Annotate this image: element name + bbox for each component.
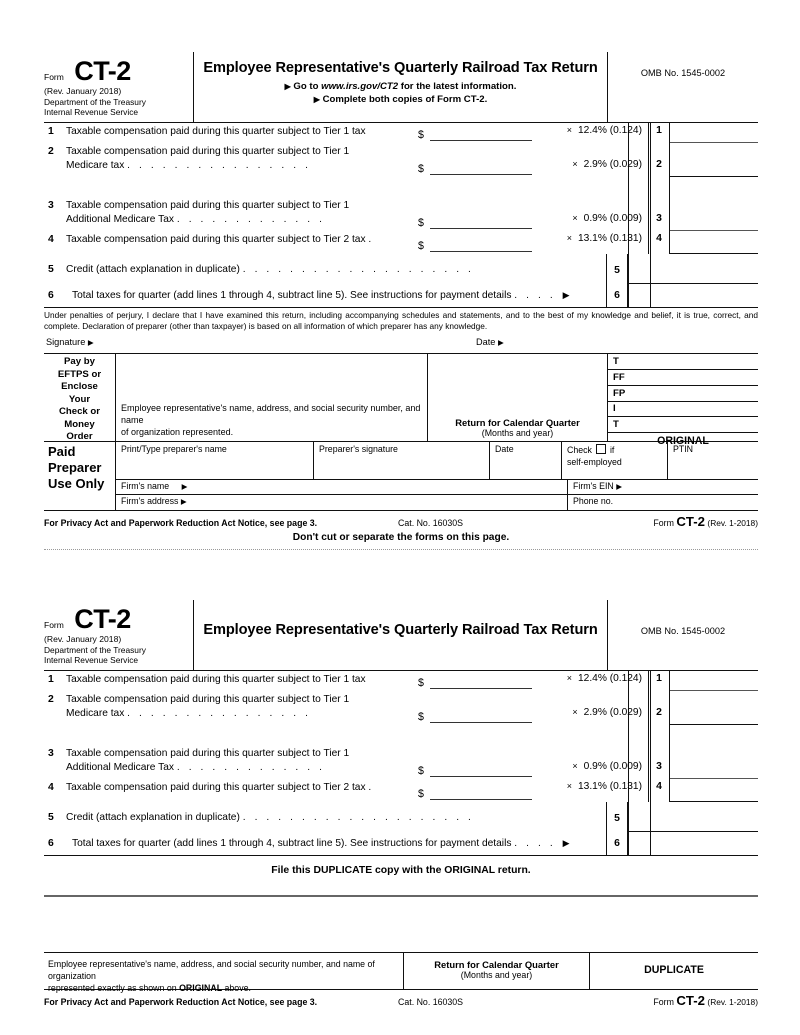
footer-form-label: Form bbox=[653, 518, 674, 529]
spacer-cell bbox=[648, 177, 670, 197]
dollar-sign: $ bbox=[418, 787, 424, 800]
phone-label: Phone no. bbox=[573, 496, 614, 507]
firm-address-field[interactable] bbox=[116, 495, 568, 510]
date-label bbox=[476, 337, 504, 347]
duplicate-footer-block bbox=[44, 952, 758, 1008]
check-suffix: if bbox=[609, 445, 615, 456]
line-amount-input-3[interactable] bbox=[418, 197, 542, 231]
calendar-quarter-label bbox=[428, 417, 607, 438]
line-number: 1 bbox=[48, 673, 54, 685]
rate-value: 0.9% (0.009) bbox=[583, 212, 642, 224]
line-row-5 bbox=[44, 802, 758, 832]
line-description-text: Medicare tax bbox=[66, 160, 125, 172]
line-row-2 bbox=[44, 691, 758, 725]
arrow-icon: ▶ bbox=[87, 338, 94, 348]
line-description bbox=[66, 197, 418, 231]
line-result-field-2[interactable] bbox=[670, 143, 758, 177]
page-title: Employee Representative's Quarterly Railroad Tax Return bbox=[203, 60, 598, 76]
line-description-part1: Taxable compensation paid during this quarter subject to Tier 1 bbox=[66, 199, 350, 211]
line-description bbox=[66, 691, 418, 725]
duplicate-notice-wrap bbox=[44, 855, 758, 876]
pay-by-line: Check or bbox=[58, 406, 101, 418]
line-row-6 bbox=[44, 284, 758, 307]
pay-by-line: Your bbox=[68, 393, 91, 405]
line-description-part1: Taxable compensation paid during this quarter subject to Tier 1 bbox=[66, 747, 350, 759]
line-description-text: Taxable compensation paid during this quarter subject to Tier 2 tax bbox=[66, 233, 366, 245]
line-description-part2 bbox=[66, 761, 418, 775]
dot-leader: . . . . . . . . . . . . . . . . bbox=[127, 160, 312, 172]
perjury-statement: Under penalties of perjury, I declare that I have examined this return, including accompanying schedules and statements, and to the best of my knowledge and belief, it is true, correct, and complete. Declaration of preparer (other than taxpayer) is based on all information of which preparer has any knowledge. bbox=[44, 309, 758, 331]
spacer-cell bbox=[418, 177, 542, 197]
line-box-number: 5 bbox=[606, 802, 628, 832]
line-rate bbox=[542, 143, 648, 177]
spacer-cell bbox=[648, 725, 670, 745]
line-number: 6 bbox=[48, 289, 54, 301]
form-duplicate bbox=[44, 600, 758, 876]
firm-ein-field[interactable] bbox=[568, 480, 758, 494]
privacy-notice: For Privacy Act and Paperwork Reduction Act Notice, see page 3. bbox=[44, 518, 318, 529]
perjury-section bbox=[44, 307, 758, 336]
calendar-quarter-field[interactable] bbox=[428, 354, 608, 441]
line-result-field-5[interactable] bbox=[628, 254, 758, 284]
line-result-field-6[interactable] bbox=[628, 832, 758, 855]
form-revision: (Rev. January 2018) bbox=[44, 86, 122, 96]
dollar-sign: $ bbox=[418, 162, 424, 175]
dollar-sign: $ bbox=[418, 676, 424, 689]
footer-original bbox=[44, 510, 758, 529]
line-box-number: 3 bbox=[648, 745, 670, 779]
line-description-text: Additional Medicare Tax bbox=[66, 762, 174, 774]
duplicate-badge-cell bbox=[590, 953, 758, 989]
line-description: Taxable compensation paid during this quarter subject to Tier 1 tax bbox=[66, 673, 366, 685]
line-amount-input-1[interactable] bbox=[418, 671, 542, 691]
dup-rep-suffix: above. bbox=[222, 982, 251, 993]
line-rate bbox=[542, 691, 648, 725]
self-employed-text: self-employed bbox=[567, 457, 622, 468]
dot-leader: . . . . . . . . . . . . . . . . . . . . bbox=[242, 811, 474, 823]
preparer-date-label: Date bbox=[495, 444, 514, 455]
pay-by-line: Order bbox=[66, 431, 93, 442]
paid-preparer-line: Paid bbox=[48, 444, 76, 460]
duplicate-quarter-field[interactable] bbox=[404, 953, 590, 989]
omb-block bbox=[608, 600, 758, 670]
line-number: 2 bbox=[48, 145, 54, 157]
duplicate-rep-info-field[interactable] bbox=[44, 953, 404, 993]
line-box-number: 2 bbox=[648, 691, 670, 725]
dot-leader: . . . . bbox=[514, 837, 556, 849]
paid-preparer-line: Preparer bbox=[48, 460, 102, 476]
line-rate bbox=[542, 779, 648, 802]
code-row-i[interactable]: I bbox=[608, 402, 758, 418]
line-result-field-1[interactable] bbox=[670, 671, 758, 691]
preparer-date-field[interactable] bbox=[490, 442, 562, 479]
line-description bbox=[66, 254, 606, 284]
pay-by-line: Money bbox=[64, 418, 95, 430]
dollar-sign: $ bbox=[418, 710, 424, 723]
form-title-block bbox=[194, 600, 608, 670]
line-amount-input-3[interactable] bbox=[418, 745, 542, 779]
spacer-cell bbox=[66, 725, 418, 745]
dollar-sign: $ bbox=[418, 128, 424, 141]
signature-label-text: Signature bbox=[46, 337, 86, 348]
dup-rep-line-2 bbox=[48, 983, 397, 995]
dollar-sign: $ bbox=[418, 239, 424, 252]
line-result-field-1[interactable] bbox=[670, 123, 758, 143]
line-row-4 bbox=[44, 231, 758, 254]
form-number-title: CT-2 bbox=[74, 56, 131, 86]
line-row-1 bbox=[44, 123, 758, 143]
arrow-icon: ▶ bbox=[180, 497, 187, 507]
omb-block bbox=[608, 52, 758, 122]
line-box-number: 1 bbox=[648, 671, 670, 691]
spacer-cell bbox=[542, 725, 648, 745]
quarter-subtitle: (Months and year) bbox=[481, 428, 554, 439]
dot-leader: . . . . . . . . . . . . . . . . . . . . bbox=[242, 263, 474, 275]
cut-line-separator bbox=[44, 549, 758, 550]
write-in-line bbox=[430, 688, 532, 689]
paid-preparer-fields bbox=[116, 442, 758, 510]
multiply-icon: × bbox=[572, 212, 578, 223]
line-description bbox=[66, 745, 418, 779]
write-in-line bbox=[430, 140, 532, 141]
line-description: Taxable compensation paid during this quarter subject to Tier 1 tax bbox=[66, 125, 366, 137]
date-label-text: Date bbox=[476, 337, 496, 348]
line-row-3 bbox=[44, 197, 758, 231]
form-label: Form bbox=[44, 620, 64, 630]
footer-form-label: Form bbox=[653, 997, 674, 1007]
line-box-number: 4 bbox=[648, 779, 670, 802]
form-header-duplicate bbox=[44, 600, 758, 671]
rate-value: 12.4% (0.124) bbox=[578, 124, 642, 136]
form-title-block bbox=[194, 52, 608, 122]
dot-leader: . bbox=[368, 781, 375, 793]
line-row-4 bbox=[44, 779, 758, 802]
firm-name-text: Firm's name bbox=[121, 481, 170, 492]
line-rate bbox=[542, 197, 648, 231]
paid-preparer-line: Use Only bbox=[48, 475, 105, 491]
firm-name-label bbox=[121, 481, 187, 491]
goto-suffix: for the latest information. bbox=[400, 81, 517, 92]
rate-value: 13.1% (0.131) bbox=[578, 232, 642, 244]
preparer-name-label: Print/Type preparer's name bbox=[121, 444, 227, 455]
footer-form-number: CT-2 bbox=[676, 993, 705, 1008]
duplicate-quarter-label bbox=[404, 959, 589, 980]
arrow-icon: ▶ bbox=[497, 338, 504, 348]
goto-prefix: Go to bbox=[293, 81, 319, 92]
signature-row bbox=[44, 336, 758, 353]
complete-both-text: Complete both copies of Form CT-2. bbox=[322, 94, 488, 105]
multiply-icon: × bbox=[572, 760, 578, 771]
rate-value: 2.9% (0.029) bbox=[583, 706, 642, 718]
firm-ein-label bbox=[573, 481, 622, 491]
arrow-icon: ▶ bbox=[562, 837, 570, 848]
line-box-number: 1 bbox=[648, 123, 670, 143]
arrow-icon: ▶ bbox=[616, 482, 623, 492]
line-number: 3 bbox=[48, 747, 54, 759]
check-prefix: Check bbox=[567, 445, 592, 456]
write-in-line bbox=[430, 251, 532, 252]
line-result-field-3[interactable] bbox=[670, 197, 758, 231]
line-box-number: 3 bbox=[648, 197, 670, 231]
firm-address-label bbox=[121, 496, 187, 506]
code-row-fp[interactable]: FP bbox=[608, 386, 758, 402]
line-description-text: Credit (attach explanation in duplicate) bbox=[66, 263, 240, 275]
rep-info-line-2: of organization represented. bbox=[121, 426, 234, 437]
rate-value: 13.1% (0.131) bbox=[578, 780, 642, 792]
duplicate-rep-info-label bbox=[48, 959, 397, 995]
dot-leader: . . . . . . . . . . . . . bbox=[176, 214, 326, 226]
footer-form-number: CT-2 bbox=[676, 514, 705, 530]
dup-rep-original-word: ORIGINAL bbox=[179, 982, 223, 993]
form-number-title: CT-2 bbox=[74, 604, 131, 634]
spacer-cell bbox=[418, 725, 542, 745]
rate-value: 0.9% (0.009) bbox=[583, 760, 642, 772]
line-description bbox=[66, 143, 418, 177]
footer-form-revision: (Rev. 1-2018) bbox=[707, 518, 758, 529]
line-items-section-duplicate bbox=[44, 671, 758, 855]
line-amount-input-1[interactable] bbox=[418, 123, 542, 143]
form-header-original bbox=[44, 52, 758, 123]
spacer-cell bbox=[670, 177, 758, 197]
line-items-section bbox=[44, 123, 758, 307]
firm-address-text: Firm's address bbox=[121, 496, 179, 507]
spacer-cell bbox=[66, 177, 418, 197]
rate-value: 12.4% (0.124) bbox=[578, 672, 642, 684]
line-description-text: Total taxes for quarter (add lines 1 through 4, subtract line 5). See instructions for payment details bbox=[72, 837, 512, 849]
line-description-text: Taxable compensation paid during this quarter subject to Tier 2 tax bbox=[66, 781, 366, 793]
quarter-title: Return for Calendar Quarter bbox=[455, 417, 580, 429]
dollar-sign: $ bbox=[418, 216, 424, 229]
multiply-icon: × bbox=[566, 232, 572, 243]
dont-cut-notice: Don't cut or separate the forms on this page. bbox=[292, 532, 510, 544]
line-number: 3 bbox=[48, 199, 54, 211]
dot-leader: . . . . bbox=[514, 289, 556, 301]
line-amount-input-2[interactable] bbox=[418, 143, 542, 177]
code-row-ff[interactable]: FF bbox=[608, 370, 758, 386]
spacer-cell bbox=[670, 725, 758, 745]
ptin-field[interactable] bbox=[668, 442, 758, 479]
preparer-signature-label: Preparer's signature bbox=[319, 444, 398, 455]
arrow-icon: ▶ bbox=[562, 289, 570, 300]
checkbox-icon[interactable] bbox=[596, 444, 606, 454]
line-description-part2 bbox=[66, 707, 418, 721]
multiply-icon: × bbox=[566, 780, 572, 791]
line-amount-input-2[interactable] bbox=[418, 691, 542, 725]
line-result-field-5[interactable] bbox=[628, 802, 758, 832]
preparer-row-1 bbox=[116, 442, 758, 480]
department-line-2: Internal Revenue Service bbox=[44, 106, 139, 117]
line-result-field-6[interactable] bbox=[628, 284, 758, 307]
dot-leader: . . . . . . . . . . . . . bbox=[176, 762, 326, 774]
pay-by-line: EFTPS or bbox=[57, 368, 102, 380]
line-rate bbox=[542, 123, 648, 143]
irs-code-boxes bbox=[608, 354, 758, 448]
line-number: 5 bbox=[48, 263, 54, 275]
line-description bbox=[66, 802, 606, 832]
line-description-text: Credit (attach explanation in duplicate) bbox=[66, 811, 240, 823]
form-identity-block bbox=[44, 52, 194, 122]
rate-value: 2.9% (0.029) bbox=[583, 158, 642, 170]
line-description-part1: Taxable compensation paid during this quarter subject to Tier 1 bbox=[66, 145, 350, 157]
preparer-row-2 bbox=[116, 480, 758, 495]
file-duplicate-notice: File this DUPLICATE copy with the ORIGINAL return. bbox=[271, 864, 531, 876]
page-title: Employee Representative's Quarterly Railroad Tax Return bbox=[203, 622, 598, 638]
line-number: 4 bbox=[48, 781, 54, 793]
ptin-label: PTIN bbox=[673, 444, 694, 455]
department-line-1: Department of the Treasury bbox=[44, 645, 146, 655]
multiply-icon: × bbox=[572, 158, 578, 169]
representative-info-label bbox=[121, 403, 423, 438]
line-box-number: 6 bbox=[606, 832, 628, 855]
line-number: 2 bbox=[48, 693, 54, 705]
pay-by-line: Pay by bbox=[64, 356, 95, 368]
omb-number: OMB No. 1545-0002 bbox=[640, 626, 726, 636]
line-description bbox=[66, 284, 606, 307]
line-number: 4 bbox=[48, 233, 54, 245]
footer-form-revision: (Rev. 1-2018) bbox=[707, 997, 758, 1007]
form-revision: (Rev. January 2018) bbox=[44, 634, 122, 644]
line-description-text: Additional Medicare Tax bbox=[66, 214, 174, 226]
dot-leader: . bbox=[368, 233, 375, 245]
complete-both-instruction bbox=[194, 94, 607, 105]
form-identity-block bbox=[44, 600, 194, 670]
line-result-field-4[interactable] bbox=[670, 779, 758, 802]
write-in-line bbox=[430, 174, 532, 175]
preparer-signature-field[interactable] bbox=[314, 442, 490, 479]
multiply-icon: × bbox=[572, 706, 578, 717]
code-row-t2[interactable]: T bbox=[608, 417, 758, 433]
line-number: 6 bbox=[48, 837, 54, 849]
write-in-line bbox=[430, 776, 532, 777]
payment-instruction-block bbox=[44, 353, 758, 448]
pay-by-eftps-label bbox=[44, 354, 116, 441]
dup-rep-prefix: represented exactly as shown on bbox=[48, 982, 180, 993]
representative-info-field[interactable] bbox=[116, 354, 428, 441]
write-in-line bbox=[430, 228, 532, 229]
code-row-t[interactable]: T bbox=[608, 354, 758, 370]
multiply-icon: × bbox=[566, 124, 572, 135]
catalog-number: Cat. No. 16030S bbox=[398, 997, 464, 1007]
paid-preparer-section bbox=[44, 441, 758, 510]
spacer-cell bbox=[44, 177, 66, 197]
goto-instruction bbox=[194, 81, 607, 92]
line-row-3 bbox=[44, 745, 758, 779]
footer-form-id bbox=[608, 514, 758, 529]
firm-ein-text: Firm's EIN bbox=[573, 481, 614, 492]
privacy-notice: For Privacy Act and Paperwork Reduction Act Notice, see page 3. bbox=[44, 997, 318, 1007]
line-description-text: Total taxes for quarter (add lines 1 through 4, subtract line 5). See instructions for payment details bbox=[72, 289, 512, 301]
spacer-cell bbox=[44, 725, 66, 745]
line-rate bbox=[542, 745, 648, 779]
goto-url[interactable]: www.irs.gov/CT2 bbox=[321, 81, 399, 92]
duplicate-info-row bbox=[44, 952, 758, 993]
preparer-name-field[interactable] bbox=[116, 442, 314, 479]
line-box-number: 5 bbox=[606, 254, 628, 284]
original-badge: ORIGINAL bbox=[657, 435, 709, 448]
line-row-2 bbox=[44, 143, 758, 177]
line-amount-input-4[interactable] bbox=[418, 779, 542, 802]
line-description-text: Medicare tax bbox=[66, 708, 125, 720]
write-in-line bbox=[430, 722, 532, 723]
form-label: Form bbox=[44, 72, 64, 82]
line-result-field-4[interactable] bbox=[670, 231, 758, 254]
dot-leader: . . . . . . . . . . . . . . . . bbox=[127, 708, 312, 720]
line-description bbox=[66, 779, 418, 802]
preparer-row-3 bbox=[116, 495, 758, 510]
line-box-number: 2 bbox=[648, 143, 670, 177]
dup-rep-line-1: Employee representative's name, address, and social security number, and name of organization bbox=[48, 959, 375, 981]
line-number: 1 bbox=[48, 125, 54, 137]
dup-quarter-subtitle: (Months and year) bbox=[460, 970, 533, 980]
catalog-number: Cat. No. 16030S bbox=[398, 518, 464, 529]
arrow-icon: ▶ bbox=[181, 482, 188, 492]
phone-field[interactable] bbox=[568, 495, 758, 510]
line-rate bbox=[542, 231, 648, 254]
self-employed-check-field[interactable] bbox=[562, 442, 668, 479]
line-result-field-3[interactable] bbox=[670, 745, 758, 779]
line-rate bbox=[542, 671, 648, 691]
line-description bbox=[66, 832, 606, 855]
line-row-5 bbox=[44, 254, 758, 284]
line-spacer-a bbox=[44, 177, 758, 197]
pay-by-line: Enclose bbox=[61, 381, 98, 393]
line-description-part1: Taxable compensation paid during this quarter subject to Tier 1 bbox=[66, 693, 350, 705]
signature-label bbox=[46, 337, 94, 347]
line-box-number: 6 bbox=[606, 284, 628, 307]
paid-preparer-label bbox=[44, 442, 116, 510]
department-line-2: Internal Revenue Service bbox=[44, 654, 139, 665]
write-in-line bbox=[430, 799, 532, 800]
self-employed-label bbox=[567, 444, 622, 469]
omb-number: OMB No. 1545-0002 bbox=[640, 68, 726, 78]
line-row-1 bbox=[44, 671, 758, 691]
spacer-cell bbox=[542, 177, 648, 197]
dollar-sign: $ bbox=[418, 764, 424, 777]
duplicate-badge: DUPLICATE bbox=[644, 964, 704, 976]
line-spacer-b bbox=[44, 725, 758, 745]
line-result-field-2[interactable] bbox=[670, 691, 758, 725]
line-description-part2 bbox=[66, 159, 418, 173]
section-divider-rule bbox=[44, 895, 758, 897]
arrow-icon: ▶ bbox=[284, 82, 291, 91]
line-box-number: 4 bbox=[648, 231, 670, 254]
footer-form-id bbox=[608, 993, 758, 1008]
department-line-1: Department of the Treasury bbox=[44, 97, 146, 107]
line-row-6 bbox=[44, 832, 758, 855]
line-description bbox=[66, 231, 418, 254]
line-amount-input-4[interactable] bbox=[418, 231, 542, 254]
dup-quarter-title: Return for Calendar Quarter bbox=[434, 959, 559, 970]
rep-info-line-1: Employee representative's name, address, and social security number, and name bbox=[121, 403, 421, 425]
arrow-icon: ▶ bbox=[313, 95, 320, 104]
form-original bbox=[44, 52, 758, 543]
line-description-part2 bbox=[66, 213, 418, 227]
multiply-icon: × bbox=[566, 672, 572, 683]
line-number: 5 bbox=[48, 811, 54, 823]
firm-name-field[interactable] bbox=[116, 480, 568, 494]
